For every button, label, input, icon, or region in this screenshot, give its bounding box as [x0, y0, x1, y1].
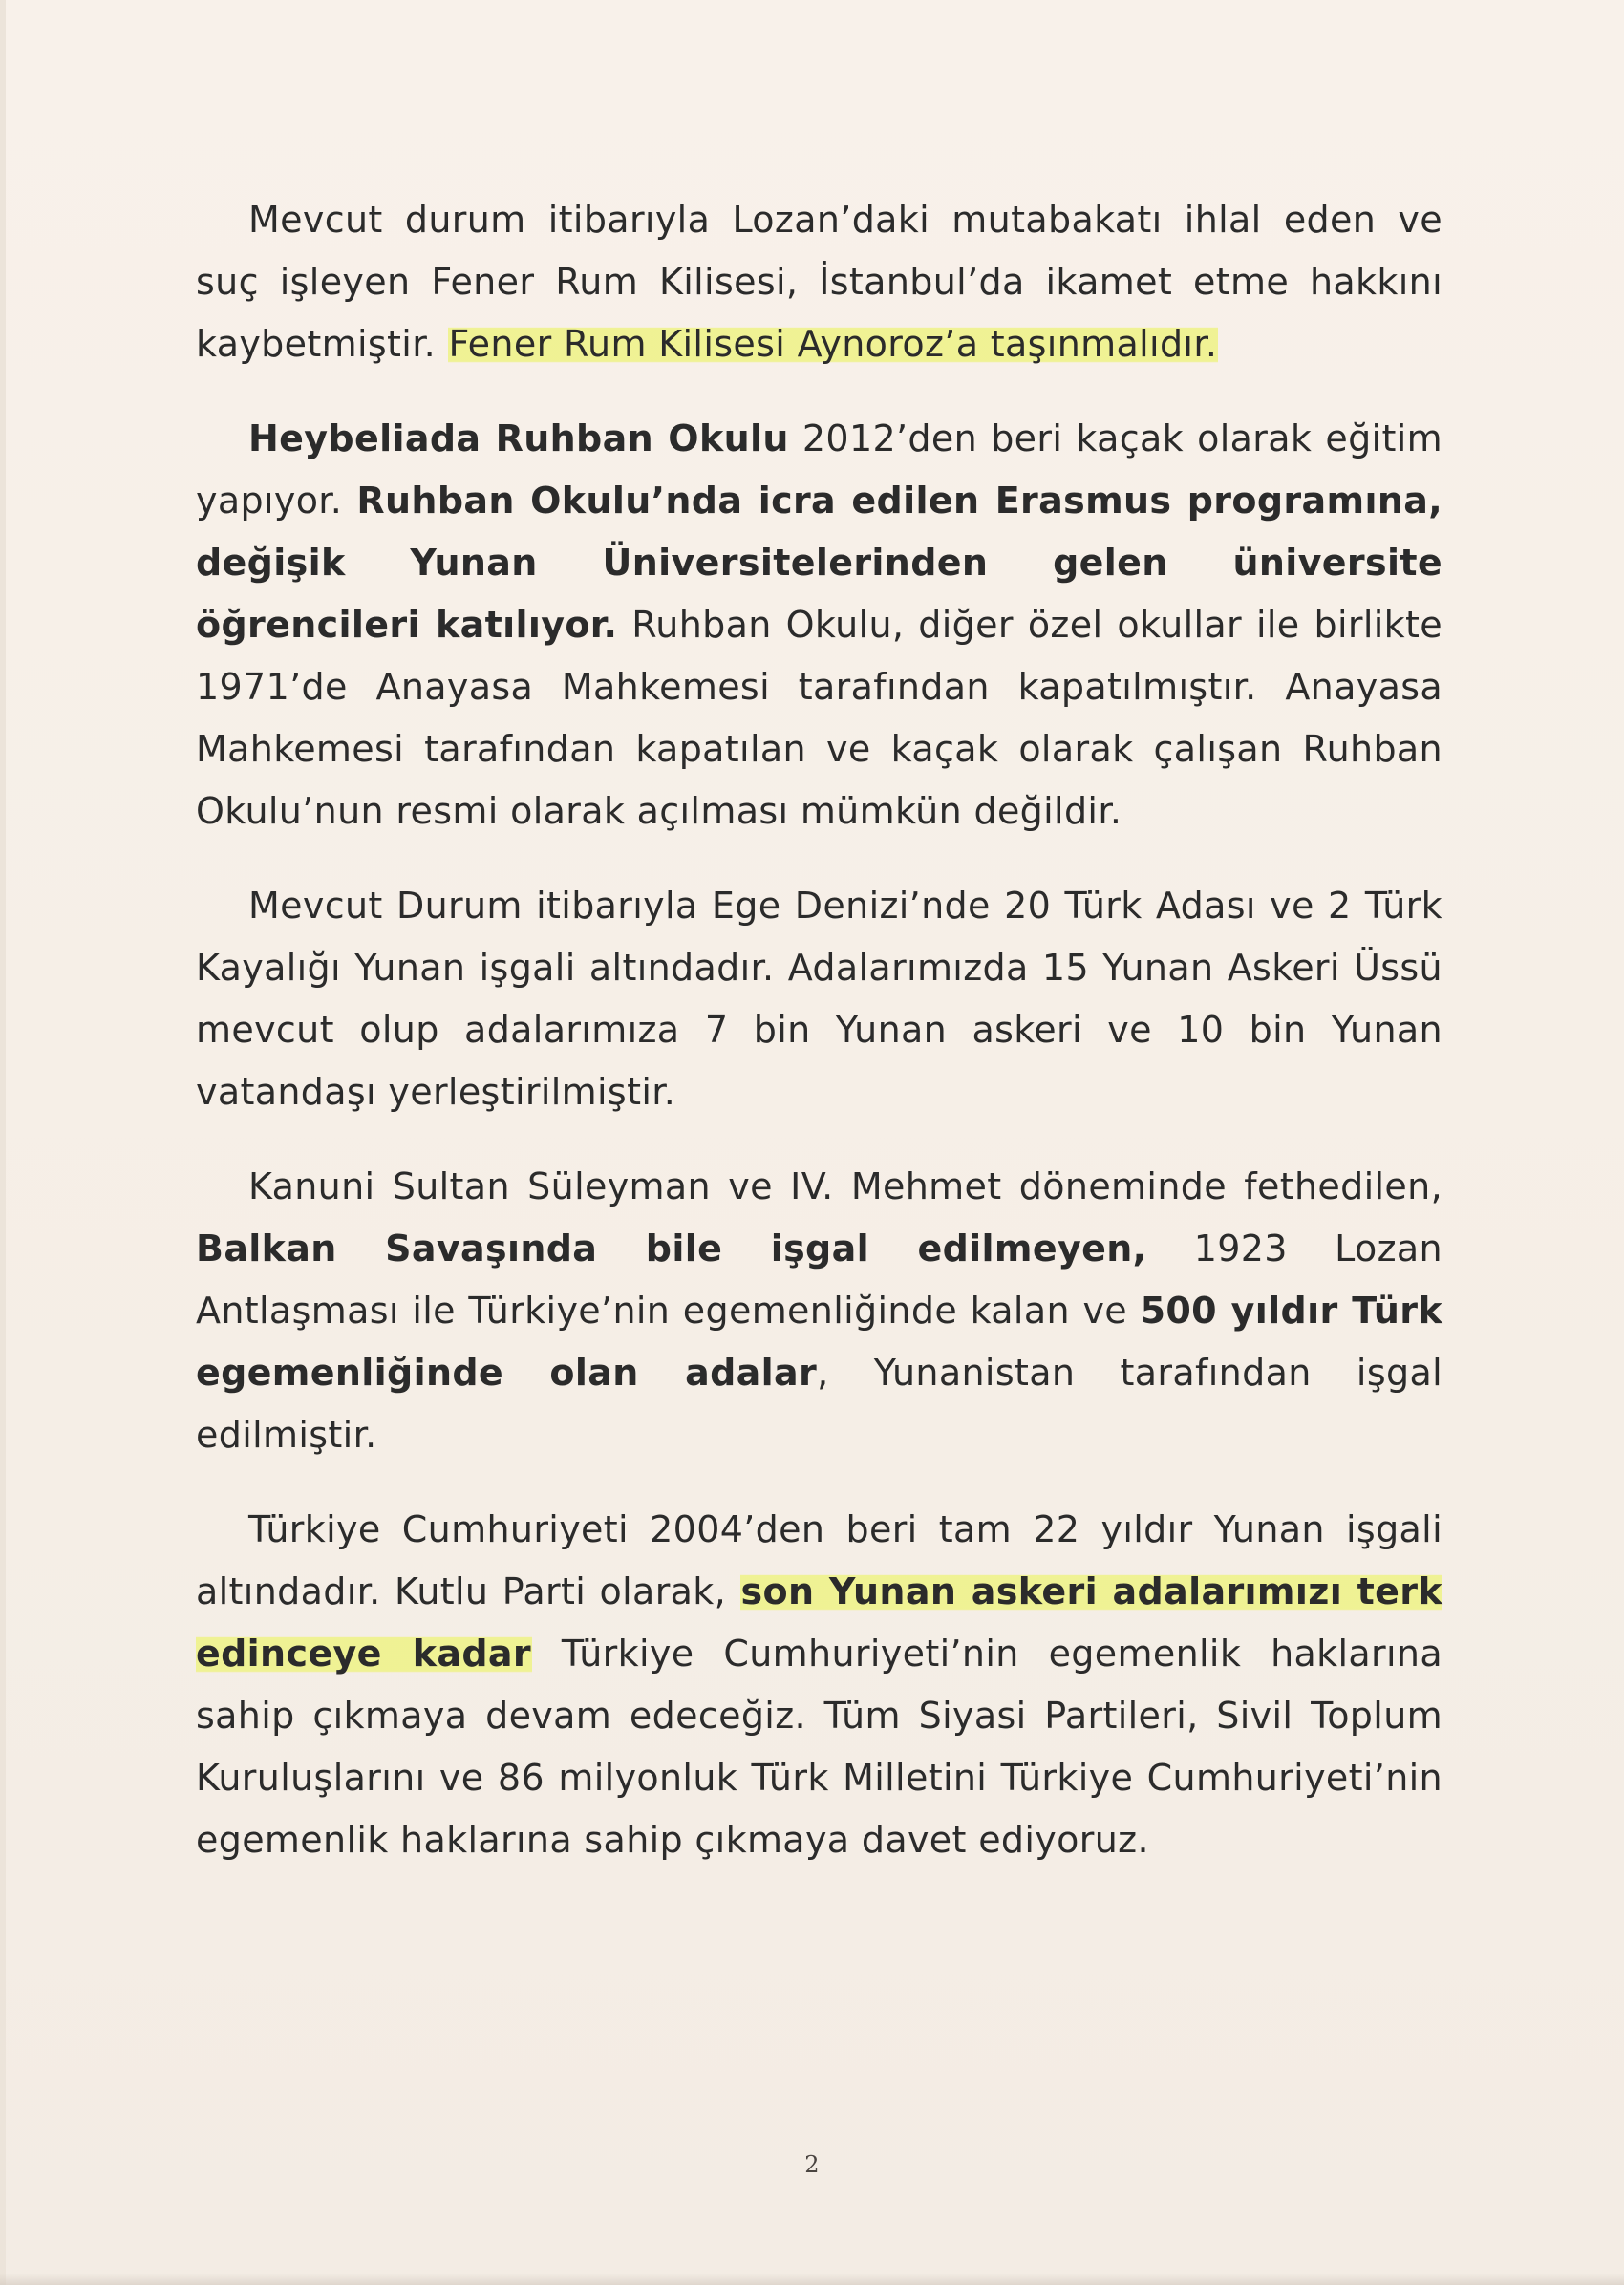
bold-text: Ruhban Okulu’nda icra edilen Erasmus programına, değişik Yunan Üniversitelerinden gelen üniversite öğrencileri katılıyor.: [196, 480, 1442, 646]
paragraph-text: Mevcut Durum itibarıyla Ege Denizi’nde 20 Türk Adası ve 2 Türk Kayalığı Yunan işgali altındadır. Adalarımızda 15 Yunan Askeri Üssü mevcut olup adalarımıza 7 bin Yunan askeri ve 10 bin Yunan vatandaşı yerleştirilmiştir.: [196, 885, 1442, 1113]
page-number: 2: [804, 2151, 820, 2178]
paragraph-text: Türkiye Cumhuriyeti 2004’den beri tam 22 yıldır Yunan işgali altındadır. Kutlu Parti olarak,: [196, 1508, 1442, 1612]
bold-text: Heybeliada Ruhban Okulu: [248, 417, 789, 459]
document-body: [196, 189, 1442, 1904]
paragraph-ruhban-okulu: [196, 408, 1442, 843]
highlighted-bold-text: son Yunan askeri adalarımızı terk edinceye kadar: [196, 1570, 1442, 1675]
paragraph-text: 1923 Lozan Antlaşması ile Türkiye’nin egemenliğinde kalan ve: [196, 1228, 1442, 1332]
paragraph-text: Ruhban Okulu, diğer özel okullar ile birlikte 1971’de Anayasa Mahkemesi tarafından kapatılmıştır. Anayasa Mahkemesi tarafından kapatılan ve kaçak olarak çalışan Ruhban Okulu’nun resmi olarak açılması mümkün değildir.: [196, 604, 1442, 832]
paragraph-ege-adalari: [196, 875, 1442, 1123]
paragraph-isgal-edilen-adalar: [196, 1156, 1442, 1466]
paragraph-kutlu-parti: [196, 1499, 1442, 1871]
paragraph-text: 2012’den beri kaçak olarak eğitim yapıyor.: [196, 417, 1442, 522]
highlighted-sentence: Fener Rum Kilisesi Aynoroz’a taşınmalıdır.: [448, 323, 1218, 365]
paragraph-text: , Yunanistan tarafından işgal edilmiştir.: [196, 1352, 1442, 1456]
paragraph-text: Türkiye Cumhuriyeti’nin egemenlik haklarına sahip çıkmaya devam edeceğiz. Tüm Siyasi Partileri, Sivil Toplum Kuruluşlarını ve 86 milyonluk Türk Milletini Türkiye Cumhuriyeti’nin egemenlik haklarına sahip çıkmaya davet ediyoruz.: [196, 1633, 1442, 1861]
paragraph-text: Mevcut durum itibarıyla Lozan’daki mutabakatı ihlal eden ve suç işleyen Fener Rum Kilisesi, İstanbul’da ikamet etme hakkını kaybetmiştir.: [196, 199, 1442, 365]
paragraph-fener-rum-kilisesi: [196, 189, 1442, 375]
paragraph-text: Kanuni Sultan Süleyman ve IV. Mehmet döneminde fethedilen,: [248, 1165, 1442, 1207]
bold-text: Balkan Savaşında bile işgal edilmeyen,: [196, 1228, 1147, 1270]
bold-text: 500 yıldır Türk egemenliğinde olan adalar: [196, 1290, 1443, 1394]
